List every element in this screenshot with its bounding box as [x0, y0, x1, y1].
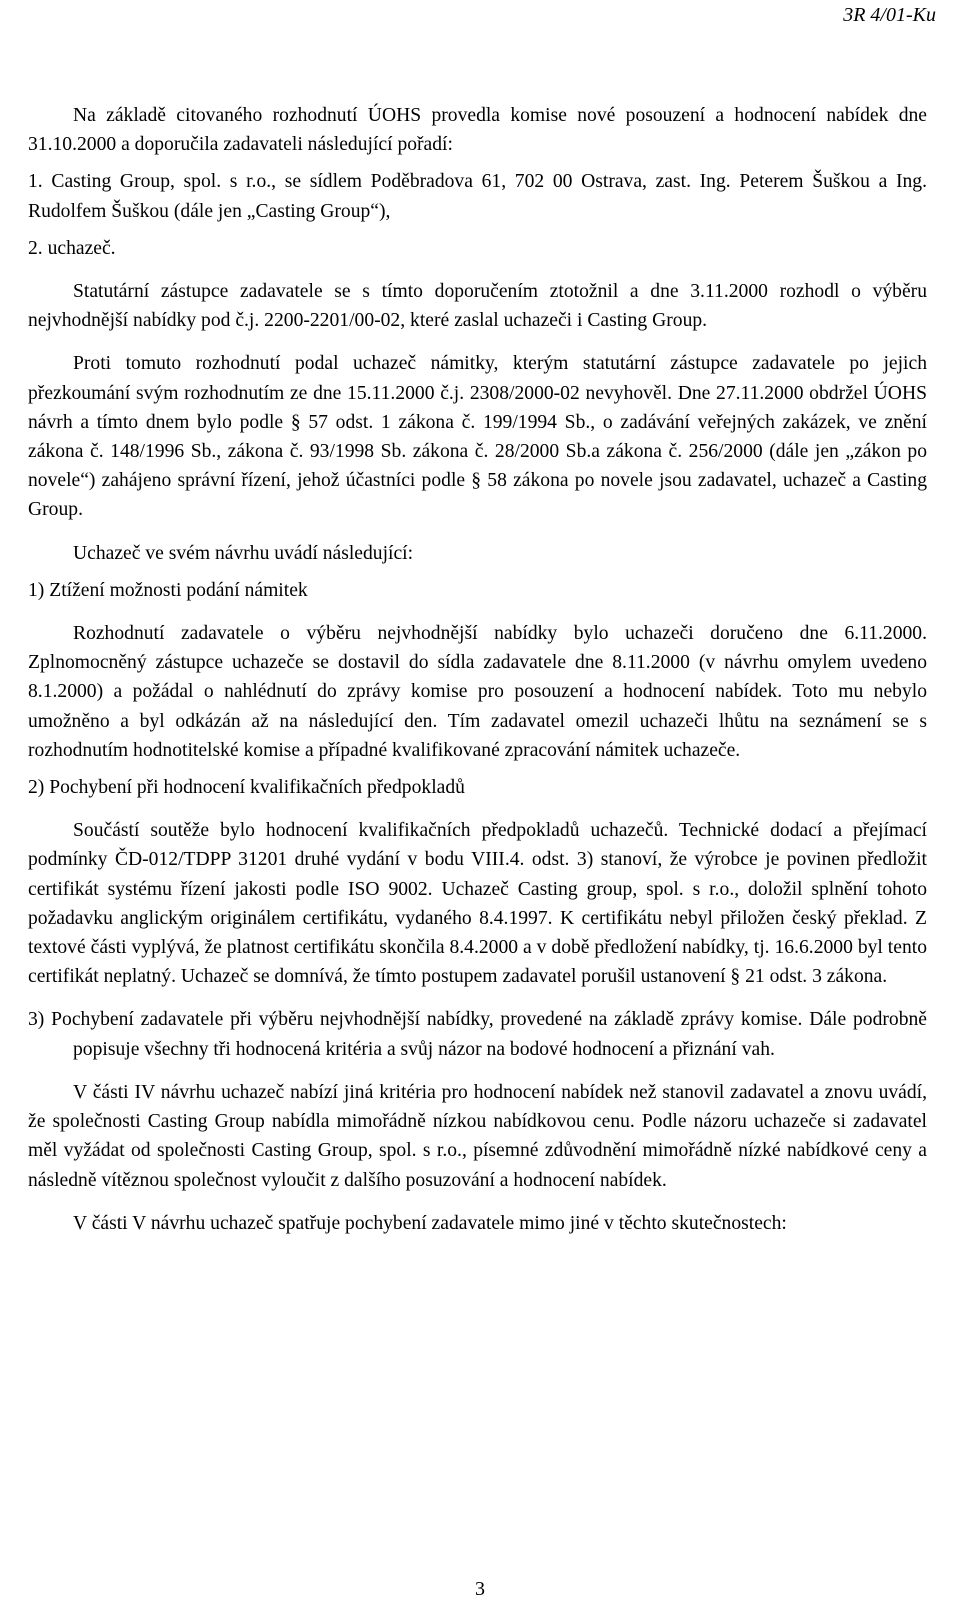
heading-point-3: 3) Pochybení zadavatele při výběru nejvhodnější nabídky, provedené na základě zprávy komise. Dále podrobně popisuje všechny tři hodnocená kritéria a svůj názor na bodové hodnocení a přiznání vah.: [28, 1009, 927, 1060]
ranking-item-1: 1. Casting Group, spol. s r.o., se sídlem Poděbradova 61, 702 00 Ostrava, zast. Ing. Peterem Šuškou a Ing. Rudolfem Šuškou (dále jen „Casting Group“),: [28, 171, 927, 222]
paragraph-decision: Statutární zástupce zadavatele se s tímto doporučením ztotožnil a dne 3.11.2000 rozhodl o výběru nejvhodnější nabídky pod č.j. 2200-2201/00-02, které zaslal uchazeči i Casting Group.: [28, 281, 927, 332]
document-body: [28, 101, 927, 1238]
heading-point-2: 2) Pochybení při hodnocení kvalifikačních předpokladů: [28, 777, 465, 799]
heading-point-1: 1) Ztížení možnosti podání námitek: [28, 579, 308, 601]
paragraph-part-v: V části V návrhu uchazeč spatřuje pochybení zadavatele mimo jiné v těchto skutečnostech:: [73, 1212, 787, 1234]
paragraph-point-1: Rozhodnutí zadavatele o výběru nejvhodnější nabídky bylo uchazeči doručeno dne 6.11.2000. Zplnomocněný zástupce uchazeče se dostavil do sídla zadavatele dne 8.11.2000 (v návrhu omylem uvedeno 8.1.2000) a požádal o nahlédnutí do zprávy komise pro posouzení a hodnocení nabídek. Toto mu nebylo umožněno a byl odkázán až na následující den. Tím zadavatel omezil uchazeči lhůtu na seznámení se s rozhodnutím hodnotitelské komise a případné kvalifikované zpracování námitek uchazeče.: [28, 623, 927, 761]
ranking-item-2: 2. uchazeč.: [28, 237, 116, 259]
page-number: 3: [475, 1578, 485, 1600]
paragraph-committee-evaluation: Na základě citovaného rozhodnutí ÚOHS provedla komise nové posouzení a hodnocení nabídek dne 31.10.2000 a doporučila zadavateli následující pořadí:: [28, 105, 927, 156]
paragraph-proposal-intro: Uchazeč ve svém návrhu uvádí následující:: [73, 542, 414, 564]
paragraph-point-2: Součástí soutěže bylo hodnocení kvalifikačních předpokladů uchazečů. Technické dodací a přejímací podmínky ČD-012/TDPP 31201 druhé vydání v bodu VIII.4. odst. 3) stanoví, že výrobce je povinen předložit certifikát systému řízení jakosti podle ISO 9002. Uchazeč Casting group, spol. s r.o., doložil splnění tohoto požadavku anglickým originálem certifikátu, vydaného 8.4.1997. K certifikátu nebyl přiložen český překlad. Z textové části vyplývá, že platnost certifikátu skončila 8.4.2000 a v době předložení nabídky, tj. 16.6.2000 byl tento certifikát neplatný. Uchazeč se domnívá, že tímto postupem zadavatel porušil ustanovení § 21 odst. 3 zákona.: [28, 820, 927, 988]
paragraph-objections: Proti tomuto rozhodnutí podal uchazeč námitky, kterým statutární zástupce zadavatele po jejich přezkoumání svým rozhodnutím ze dne 15.11.2000 č.j. 2308/2000-02 nevyhověl. Dne 27.11.2000 obdržel ÚOHS návrh a tímto dnem bylo podle § 57 odst. 1 zákona č. 199/1994 Sb., o zadávání veřejných zakázek, ve znění zákona č. 148/1996 Sb., zákona č. 93/1998 Sb. zákona č. 28/2000 Sb.a zákona č. 256/2000 (dále jen „zákon po novele“) zahájeno správní řízení, jehož účastníci podle § 58 zákona po novele jsou zadavatel, uchazeč a Casting Group.: [28, 353, 927, 521]
paragraph-part-iv: V části IV návrhu uchazeč nabízí jiná kritéria pro hodnocení nabídek než stanovil zadavatel a znovu uvádí, že společnosti Casting Group nabídla mimořádně nízkou nabídkovou cenu. Podle názoru uchazeče si zadavatel měl vyžádat od společnosti Casting Group, spol. s r.o., písemné zdůvodnění mimořádně nízké nabídkové ceny a následně vítěznou společnost vyloučit z dalšího posuzování a hodnocení nabídek.: [28, 1081, 927, 1191]
document-reference: 3R 4/01-Ku: [843, 4, 936, 26]
